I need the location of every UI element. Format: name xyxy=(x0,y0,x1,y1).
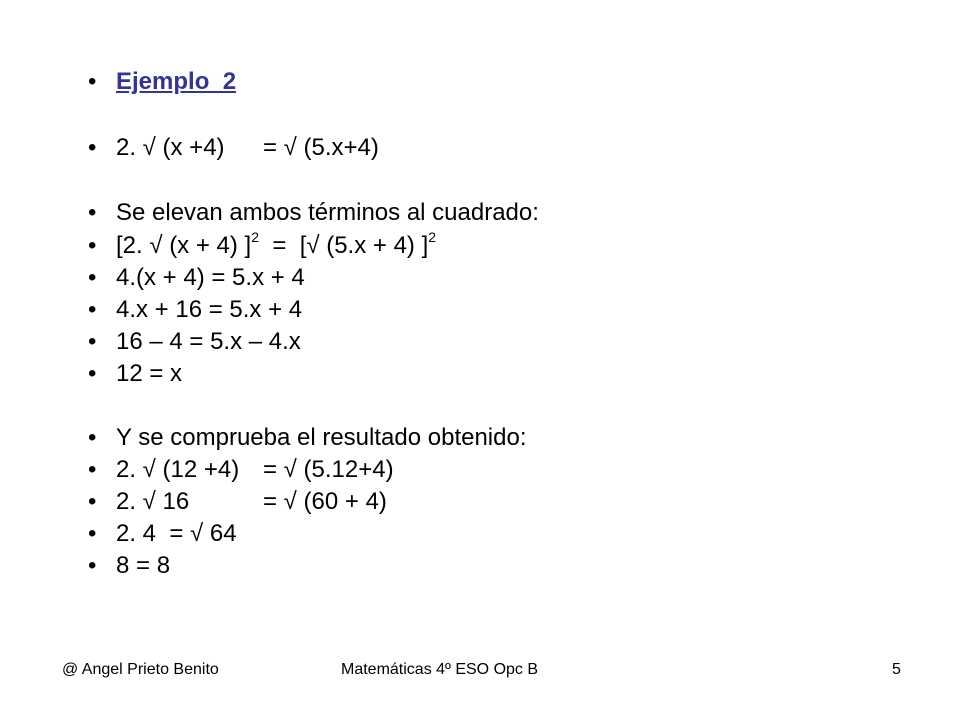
step-line xyxy=(88,296,303,324)
check-line xyxy=(88,552,171,580)
step-intro-text: Se elevan ambos términos al cuadrado: xyxy=(116,199,539,226)
step-text: 4.x + 16 = 5.x + 4 xyxy=(116,296,303,323)
step-line xyxy=(88,360,183,388)
bullet: • xyxy=(88,520,97,547)
squared-right: √ (5.x + 4) ] xyxy=(306,232,429,259)
footer-author: @ Angel Prieto Benito xyxy=(62,661,219,678)
bullet: • xyxy=(88,199,97,226)
bullet: • xyxy=(88,296,97,323)
squared-left: [2. √ (x + 4) ] xyxy=(116,232,252,259)
bullet: • xyxy=(88,360,97,387)
check-text: 8 = 8 xyxy=(116,552,171,579)
check-line xyxy=(88,520,237,548)
step-text: 12 = x xyxy=(116,360,183,387)
squared-exponent-right: 2 xyxy=(428,229,437,245)
step-line xyxy=(88,264,305,292)
title-line xyxy=(88,68,237,96)
footer-page-number: 5 xyxy=(892,661,901,678)
check-left: 2. √ 16 xyxy=(116,488,190,515)
step-text: 16 – 4 = 5.x – 4.x xyxy=(116,328,301,355)
bullet: • xyxy=(88,232,97,259)
squared-expression xyxy=(116,229,437,260)
squared-exponent-left: 2 xyxy=(251,229,260,245)
step-line xyxy=(88,328,301,356)
step-text: 4.(x + 4) = 5.x + 4 xyxy=(116,264,305,291)
equation-right: = √ (5.x+4) xyxy=(263,134,379,161)
bullet: • xyxy=(88,552,97,579)
check-line xyxy=(88,488,387,516)
check-line xyxy=(88,456,394,484)
squared-line xyxy=(88,229,437,260)
footer-course: Matemáticas 4º ESO Opc B xyxy=(341,661,539,678)
squared-middle: = [ xyxy=(259,232,307,259)
check-right: = √ (60 + 4) xyxy=(263,488,387,515)
check-intro-line xyxy=(88,424,527,452)
equation-left: 2. √ (x +4) xyxy=(116,134,225,161)
step-intro-line xyxy=(88,199,539,227)
check-text: 2. 4 = √ 64 xyxy=(116,520,237,547)
bullet: • xyxy=(88,488,97,515)
check-right: = √ (5.12+4) xyxy=(263,456,394,483)
equation-line xyxy=(88,134,379,162)
bullet: • xyxy=(88,328,97,355)
check-left: 2. √ (12 +4) xyxy=(116,456,240,483)
bullet: • xyxy=(88,68,97,95)
check-intro-text: Y se comprueba el resultado obtenido: xyxy=(116,424,527,451)
bullet: • xyxy=(88,424,97,451)
slide-title: Ejemplo_2 xyxy=(116,68,237,95)
bullet: • xyxy=(88,264,97,291)
bullet: • xyxy=(88,456,97,483)
bullet: • xyxy=(88,134,97,161)
